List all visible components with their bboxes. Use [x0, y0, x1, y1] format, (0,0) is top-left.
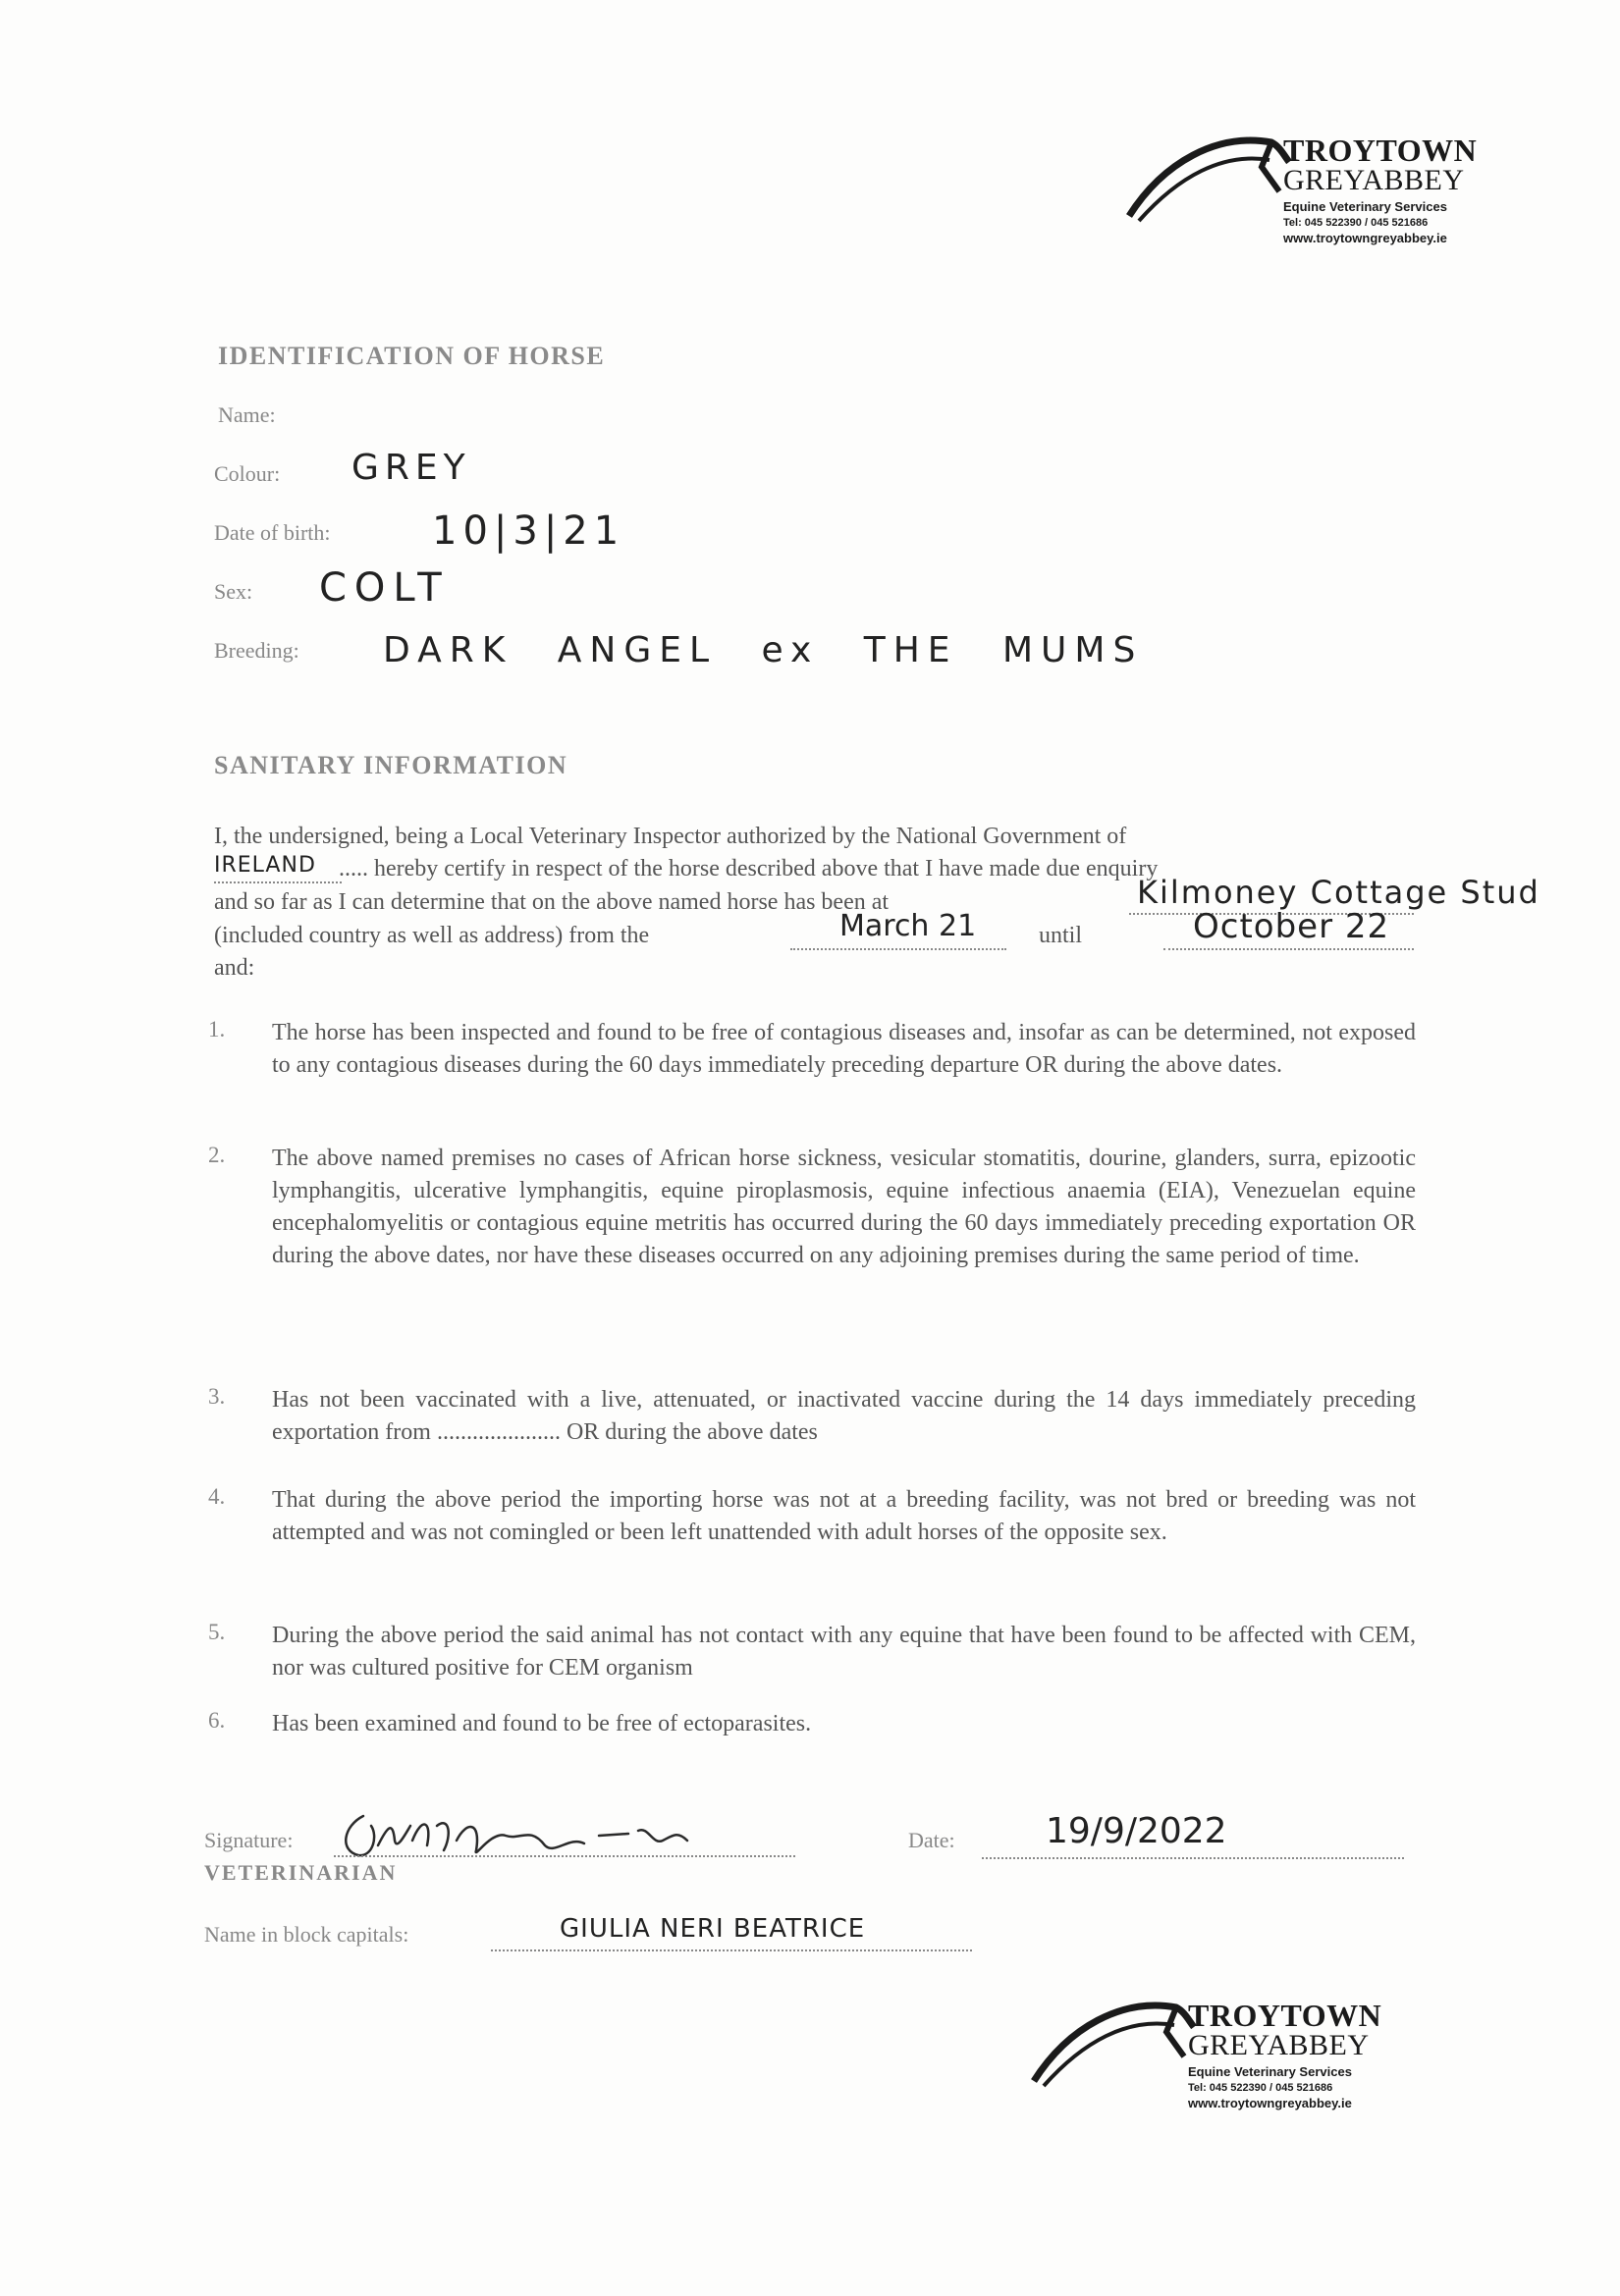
date-value: 19/9/2022 [1046, 1811, 1227, 1851]
logo-name-line2: GREYABBEY [1188, 2029, 1370, 2061]
logo-name-line1: TROYTOWN [1188, 1998, 1382, 2033]
item-1-number: 1. [208, 1017, 226, 1041]
logo-tel: Tel: 045 522390 / 045 521686 [1188, 2082, 1333, 2094]
block-capitals-value: GIULIA NERI BEATRICE [560, 1914, 866, 1944]
logo-bottom [1029, 1988, 1382, 2115]
country-line [214, 881, 342, 883]
intro-line-2: ..... hereby certify in respect of the horse described above that I have made due enquiry [339, 856, 1159, 881]
sanitary-heading: SANITARY INFORMATION [214, 751, 568, 779]
logo-name-line2: GREYABBEY [1283, 164, 1465, 196]
item-3-text: Has not been vaccinated with a live, attenuated, or inactivated vaccine during the 14 days immediately preceding exportation from ..................... OR during the above dates [272, 1387, 1416, 1445]
item-4-number: 4. [208, 1484, 226, 1509]
item-2-text: The above named premises no cases of African horse sickness, vesicular stomatitis, dourine, glanders, surra, epizootic lymphangitis, ulcerative lymphangitis, equine piroplasmosis, equine infectious anaemia (EIA), Venezuelan equine encephalomyelitis or contagious equine metritis has occurred during the 60 days immediately preceding exportation OR during the above dates, nor have these diseases occurred on any adjoining premises during the same period of time. [272, 1146, 1416, 1268]
sex-label: Sex: [214, 579, 253, 604]
breeding-value: DARK ANGEL ex THE MUMS [383, 630, 1144, 670]
item-2-number: 2. [208, 1143, 226, 1167]
item-4-text: That during the above period the importing horse was not at a breeding facility, was not bred or breeding was not attempted and was not comingled or been left unattended with adult horses of the opposite sex. [272, 1487, 1416, 1545]
item-3-number: 3. [208, 1384, 226, 1409]
item-5-number: 5. [208, 1620, 226, 1644]
veterinarian-label: VETERINARIAN [204, 1860, 398, 1885]
from-date-value: March 21 [839, 909, 977, 943]
signature-label: Signature: [204, 1828, 294, 1852]
dob-value: 10|3|21 [432, 508, 625, 554]
colour-label: Colour: [214, 461, 281, 486]
intro-line-4: (included country as well as address) from the [214, 923, 650, 948]
item-1-text: The horse has been inspected and found to be free of contagious diseases and, insofar as can be determined, not exposed to any contagious diseases during the 60 days immediately preceding departure OR during the above dates. [272, 1020, 1416, 1078]
identification-heading: IDENTIFICATION OF HORSE [218, 342, 606, 370]
logo-top [1124, 123, 1478, 250]
until-date-value: October 22 [1193, 907, 1390, 946]
item-6-text: Has been examined and found to be free of ectoparasites. [272, 1711, 812, 1736]
until-date-line [1163, 948, 1414, 950]
date-line [982, 1857, 1404, 1859]
horse-arch-icon [1124, 123, 1291, 231]
country-value: IRELAND [214, 853, 316, 878]
intro-line-1: I, the undersigned, being a Local Veterinary Inspector authorized by the National Government of [214, 824, 1127, 849]
sex-value: COLT [319, 565, 450, 611]
logo-website: www.troytowngreyabbey.ie [1283, 231, 1447, 245]
horse-arch-icon [1029, 1988, 1196, 2096]
logo-name-line1: TROYTOWN [1283, 133, 1478, 168]
logo-tagline: Equine Veterinary Services [1188, 2064, 1352, 2079]
colour-value: GREY [351, 448, 471, 488]
breeding-label: Breeding: [214, 638, 299, 663]
date-label: Date: [908, 1828, 955, 1852]
signature-line [334, 1855, 795, 1857]
dob-label: Date of birth: [214, 520, 331, 545]
until-label: until [1039, 923, 1083, 948]
item-6-number: 6. [208, 1708, 226, 1733]
premises-value: Kilmoney Cottage Stud [1137, 874, 1540, 911]
and-label: and: [214, 955, 255, 981]
intro-line-3: and so far as I can determine that on the above named horse has been at [214, 889, 890, 915]
block-capitals-label: Name in block capitals: [204, 1922, 409, 1947]
from-date-line [790, 948, 1006, 950]
name-label: Name: [218, 402, 276, 427]
logo-tel: Tel: 045 522390 / 045 521686 [1283, 217, 1429, 229]
handwritten-signature [334, 1796, 785, 1875]
logo-website: www.troytowngreyabbey.ie [1188, 2096, 1352, 2110]
item-5-text: During the above period the said animal has not contact with any equine that have been found to be affected with CEM, nor was cultured positive for CEM organism [272, 1623, 1416, 1681]
logo-tagline: Equine Veterinary Services [1283, 199, 1447, 214]
block-capitals-line [491, 1949, 972, 1951]
